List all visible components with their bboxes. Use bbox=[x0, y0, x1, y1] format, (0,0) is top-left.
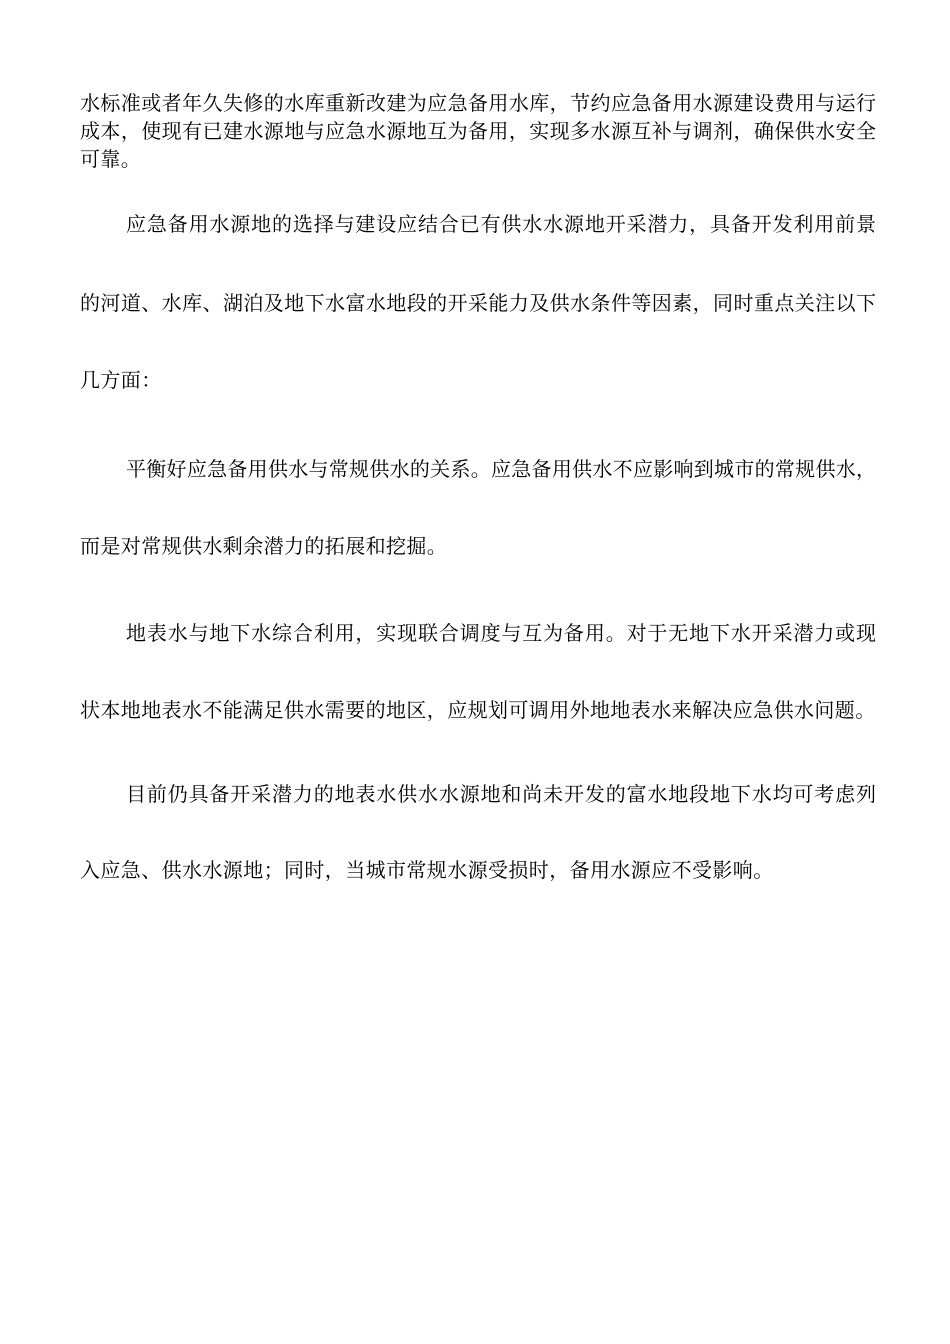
paragraph-line: 可靠。 bbox=[80, 147, 142, 171]
paragraph-line: 平衡好应急备用供水与常规供水的关系。应急备用供水不应影响到城市的常规供水， bbox=[126, 457, 876, 481]
paragraph-line: 成本，使现有已建水源地与应急水源地互为备用，实现多水源互补与调剂，确保供水安全 bbox=[80, 119, 876, 143]
paragraph-line: 入应急、供水水源地；同时，当城市常规水源受损时，备用水源应不受影响。 bbox=[80, 858, 774, 882]
paragraph-line: 应急备用水源地的选择与建设应结合已有供水水源地开采潜力，具备开发利用前景 bbox=[126, 212, 876, 236]
paragraph-line: 地表水与地下水综合利用，实现联合调度与互为备用。对于无地下水开采潜力或现 bbox=[126, 621, 876, 645]
paragraph-line: 而是对常规供水剩余潜力的拓展和挖掘。 bbox=[80, 534, 448, 558]
paragraph-line: 状本地地表水不能满足供水需要的地区，应规划可调用外地地表水来解决应急供水问题。 bbox=[80, 698, 876, 722]
paragraph-line: 的河道、水库、湖泊及地下水富水地段的开采能力及供水条件等因素，同时重点关注以下 bbox=[80, 291, 876, 315]
paragraph-line: 水标准或者年久失修的水库重新改建为应急备用水库，节约应急备用水源建设费用与运行 bbox=[80, 91, 876, 115]
paragraph-line: 几方面： bbox=[80, 368, 162, 392]
paragraph-line: 目前仍具备开采潜力的地表水供水水源地和尚未开发的富水地段地下水均可考虑列 bbox=[126, 782, 876, 806]
